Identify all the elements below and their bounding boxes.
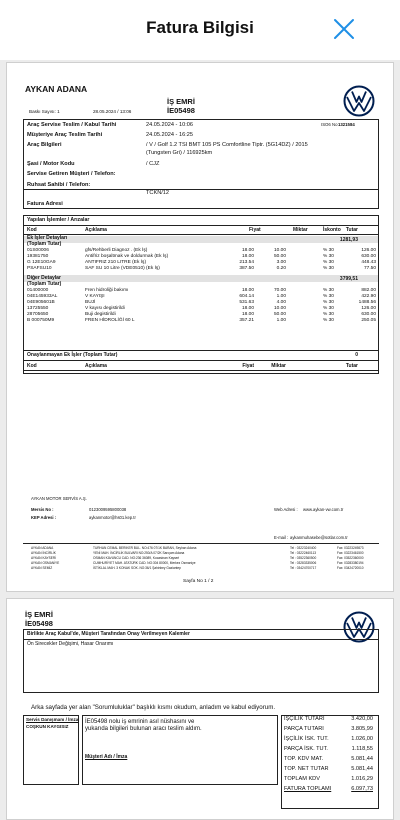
branch-name: AYKAN ADANA bbox=[31, 546, 54, 550]
doc-number: İE05498 bbox=[167, 106, 195, 115]
cell-col-code: PSAFSU10 bbox=[27, 266, 52, 271]
cell-col-discount: % 30 bbox=[323, 288, 334, 293]
info-label: Şasi / Motor Kodu bbox=[27, 161, 75, 167]
branch-fax: Fax: 03424720010 bbox=[337, 566, 364, 570]
cell-col-amount: 882.00 bbox=[361, 288, 376, 293]
cell-col-code: 01400000 bbox=[27, 288, 49, 293]
info-value: (Tungsten Gri) / 116925km bbox=[146, 150, 213, 156]
cell-col-discount: % 30 bbox=[323, 306, 334, 311]
cell-col-amount: 126.00 bbox=[361, 306, 376, 311]
branch-name: AYKAN KAYSERİ bbox=[31, 556, 57, 560]
cell-col-discount: % 30 bbox=[323, 266, 334, 271]
cell-col-qty: 1.00 bbox=[276, 318, 286, 323]
advisor-label: Servis Danışmanı / İmza bbox=[26, 717, 79, 722]
cell-col-code: 28705650 bbox=[27, 312, 49, 317]
total-label: İŞÇİLİK TUTARI bbox=[284, 716, 325, 722]
cell-col-qty: 50.00 bbox=[273, 312, 286, 317]
work-section-title: Yapılan İşlemler / Arızalar bbox=[27, 217, 90, 223]
cell-col-desc: BUJİ bbox=[85, 300, 96, 305]
divider bbox=[23, 543, 379, 544]
branch-name: AYKAN OSMANİYE bbox=[31, 561, 60, 565]
header-col-qty: Miktar bbox=[293, 227, 308, 233]
kep-label: KEP Adresi : bbox=[31, 515, 57, 520]
cell-col-qty: 0.20 bbox=[276, 266, 286, 271]
header-col-desc: Açıklama bbox=[85, 227, 107, 233]
cell-col-code: 13725550 bbox=[27, 306, 49, 311]
group-other-total: 3799,51 bbox=[339, 276, 358, 282]
branch-address: TURHAN CEMAL BERIKER BUL. NO:476 07/1K BARAN, Seyhan Adana bbox=[93, 546, 197, 550]
cell-col-code: 04E145933AL bbox=[27, 294, 58, 299]
unapproved-header: Açıklama bbox=[85, 363, 107, 369]
branch-address: OSMAN KAVUNCU CAD. NO:236 36089, Kocasinan Kayseri bbox=[93, 556, 180, 560]
branch-phone: Tel : 03522360500 bbox=[290, 556, 317, 560]
cell-col-desc: SAF SU 10 Litre (VDE0510) (Ek İş) bbox=[85, 266, 160, 271]
branch-address: İSTİKLAL MAH. 3 KONAK SOK. NO:36/1 Şahinbey Gaziantep bbox=[93, 566, 181, 570]
header-col-discount: İskonto bbox=[323, 227, 341, 233]
group-extra-subtitle: (Toplam Tutar) bbox=[27, 241, 62, 247]
iso-label: ISO6 No : bbox=[321, 122, 340, 127]
section-title: Birlikte Araç Kabul'de, Müşteri Tarafından Onay Verilmeyen Kalemler bbox=[27, 631, 190, 637]
cell-col-code: G 12E10GA9 bbox=[27, 260, 56, 265]
total-label: TOP. KDV MAT. bbox=[284, 756, 324, 762]
header-col-code: Kod bbox=[27, 227, 37, 233]
doc-title: İŞ EMRİ bbox=[167, 97, 195, 106]
unapproved-total: 0 bbox=[355, 352, 358, 358]
cell-col-amount: 422.90 bbox=[361, 294, 376, 299]
divider bbox=[23, 234, 379, 235]
header-col-price: Fiyat bbox=[249, 227, 261, 233]
company-name: AYKAN ADANA bbox=[25, 84, 88, 94]
branch-fax: Fax: 03283380194 bbox=[337, 561, 364, 565]
footer-company: AYKAN MOTOR SERVİS A.Ş. bbox=[31, 496, 87, 501]
group-other-title: Diğer Detaylar bbox=[27, 275, 61, 281]
invoice-page-2 bbox=[6, 598, 394, 820]
total-value: 3.420,00 bbox=[351, 716, 373, 722]
divider bbox=[23, 639, 379, 640]
email-value: aykanmuhasebe@sotlar.com.tr bbox=[290, 535, 348, 540]
info-value: TCKN/12 bbox=[146, 190, 170, 196]
cell-col-discount: % 30 bbox=[323, 294, 334, 299]
iso-number: 1321584 bbox=[338, 122, 355, 127]
total-label: PARÇA TUTARI bbox=[284, 726, 324, 732]
info-label: Ruhsat Sahibi / Telefon: bbox=[27, 182, 91, 188]
vw-logo-icon bbox=[343, 85, 375, 117]
total-value: 1.026,00 bbox=[351, 736, 373, 742]
advisor-name: COŞKUN KAYGISIZ bbox=[26, 724, 69, 729]
cell-col-desc: V kayısı degistirildi bbox=[85, 306, 125, 311]
cell-col-qty: 50.00 bbox=[273, 254, 286, 259]
cell-col-discount: % 30 bbox=[323, 260, 334, 265]
group-extra-total: 1281,93 bbox=[339, 237, 358, 243]
web-value: www.aykan-vw.com.tr bbox=[303, 507, 344, 512]
close-button[interactable] bbox=[332, 17, 356, 41]
total-value: 1.016,29 bbox=[351, 776, 373, 782]
unapproved-header: Tutar bbox=[345, 363, 358, 369]
cell-col-price: 357.21 bbox=[239, 318, 254, 323]
branch-address: YENİ MAH. İNCİRLİK BULVARI NO:250/A 07/2K Sarıçam Adana bbox=[93, 551, 185, 555]
cell-col-amount: 630.00 bbox=[361, 312, 376, 317]
cell-col-discount: % 30 bbox=[323, 254, 334, 259]
acceptance-note: Arka sayfada yer alan "Sorumluluklar" başlıklı kısmı okudum, anladım ve kabul ediyorum. bbox=[31, 704, 276, 711]
cell-col-price: 18.00 bbox=[241, 248, 254, 253]
cell-col-amount: 630.00 bbox=[361, 254, 376, 259]
cell-col-price: 604.14 bbox=[239, 294, 254, 299]
cell-col-code: 19381750 bbox=[27, 254, 49, 259]
branch-phone: Tel : 03424700717 bbox=[290, 566, 317, 570]
total-value: 3.805,99 bbox=[351, 726, 373, 732]
cell-col-qty: 10.00 bbox=[273, 306, 286, 311]
info-value: 24.05.2024 - 10:06 bbox=[146, 122, 193, 128]
cell-col-price: 531.63 bbox=[239, 300, 254, 305]
doc-title: İŞ EMRİ bbox=[25, 610, 53, 619]
cell-col-desc: Buji degistirildi bbox=[85, 312, 116, 317]
branch-phone: Tel : 03222460113 bbox=[290, 551, 316, 555]
total-value: 5.081,44 bbox=[351, 756, 373, 762]
cell-col-desc: V KAYIŞI bbox=[85, 294, 105, 299]
total-value: 6.097,73 bbox=[351, 786, 373, 792]
cell-col-desc: FREN HİDROLİĞİ 60 L bbox=[85, 318, 135, 323]
branch-name: AYKAN İNCİRLİK bbox=[31, 551, 56, 555]
divider bbox=[23, 370, 379, 371]
kep-value: aykanmotor@hs01.kep.tr bbox=[89, 515, 136, 520]
cell-col-price: 18.00 bbox=[241, 254, 254, 259]
mersis-label: Mersis No : bbox=[31, 507, 54, 512]
cell-col-desc: Antifriz boşaltmak ve doldurmak (Ek İş) bbox=[85, 254, 169, 259]
invoice-page-1 bbox=[6, 62, 394, 592]
cell-col-code: 04E905601B bbox=[27, 300, 55, 305]
mersis-value: 0123009595800038 bbox=[89, 507, 127, 512]
branch-phone: Tel : 03223240400 bbox=[290, 546, 317, 550]
cell-col-qty: 70.00 bbox=[273, 288, 286, 293]
info-label: Araç Servise Teslim / Kabul Tarihi bbox=[27, 122, 117, 128]
info-value: / V / Golf 1.2 TSI BMT 105 PS Comfortline Tiptr. (5G14DZ) / 2015 bbox=[146, 142, 308, 148]
group-extra-title: Ek İşler Detayları bbox=[27, 235, 68, 241]
total-label: İŞÇİLİK İSK. TUT. bbox=[284, 736, 329, 742]
total-value: 1.118,55 bbox=[351, 746, 373, 752]
cell-col-desc: ANTIFRIZ 210 LITRE (Ek İş) bbox=[85, 260, 147, 265]
cell-col-desc: Fren hidroliği bakımı bbox=[85, 288, 129, 293]
group-other-subtitle: (Toplam Tutar) bbox=[27, 281, 62, 287]
branch-fax: Fax: 03223461500 bbox=[337, 551, 364, 555]
divider bbox=[23, 225, 379, 226]
cell-col-desc: gfs/Rehberli Diagnoz . (Ek İş) bbox=[85, 248, 148, 253]
cell-col-amount: 77.50 bbox=[363, 266, 376, 271]
section-text: Ön Sirecekler Değişimi, Hasar Onarımı bbox=[27, 641, 114, 647]
print-count: Baskı Sayısı: 1 bbox=[29, 109, 60, 114]
branch-fax: Fax: 03522360000 bbox=[337, 556, 364, 560]
divider bbox=[23, 189, 379, 190]
total-label: TOP. NET TUTAR bbox=[284, 766, 329, 772]
cell-col-amount: 448.43 bbox=[361, 260, 376, 265]
cell-col-price: 18.00 bbox=[241, 306, 254, 311]
delivery-statement: İE05498 nolu iş emrinin asıl nüshasını ve yukarıda bilgileri bulunan aracı teslim aldım. bbox=[85, 719, 202, 732]
customer-signature-label: Müşteri Adı / İmza bbox=[85, 754, 128, 760]
cell-col-qty: 1.00 bbox=[276, 294, 286, 299]
total-label: TOPLAM KDV bbox=[284, 776, 320, 782]
info-label: Fatura Adresi bbox=[27, 201, 63, 207]
unapproved-header: Miktar bbox=[271, 363, 286, 369]
cell-col-qty: 4.00 bbox=[276, 300, 286, 305]
divider bbox=[23, 360, 379, 361]
cell-col-amount: 250.05 bbox=[361, 318, 376, 323]
info-label: Araç Bilgileri bbox=[27, 142, 62, 148]
group-extra-row bbox=[24, 236, 378, 243]
info-label: Müşteriye Araç Teslim Tarihi bbox=[27, 132, 103, 138]
cell-col-qty: 10.00 bbox=[273, 248, 286, 253]
branch-phone: Tel : 03283335006 bbox=[290, 561, 317, 565]
header-col-amount: Tutar bbox=[345, 227, 358, 233]
total-value: 5.081,44 bbox=[351, 766, 373, 772]
page-number: Sayfa No 1 / 2 bbox=[183, 579, 214, 584]
info-value: 24.05.2024 - 16:25 bbox=[146, 132, 193, 138]
unapproved-header: Kod bbox=[27, 363, 37, 369]
unapproved-title: Onaylanmayan Ek İşler (Toplam Tutar) bbox=[27, 352, 118, 358]
cell-col-amount: 126.00 bbox=[361, 248, 376, 253]
cell-col-amount: 1488.56 bbox=[358, 300, 376, 305]
page-title: Fatura Bilgisi bbox=[146, 18, 254, 37]
cell-col-price: 387.50 bbox=[239, 266, 254, 271]
cell-col-price: 18.00 bbox=[241, 288, 254, 293]
branch-address: CUMHURİYET MAH. ATATÜRK CAD. NO:304 80000, Merkez Osmaniye bbox=[93, 561, 196, 565]
email-label: E-mail : bbox=[274, 535, 289, 540]
group-other-row bbox=[24, 275, 378, 282]
doc-number: İE05498 bbox=[25, 619, 53, 628]
total-label: PARÇA İSK. TUT. bbox=[284, 746, 328, 752]
cell-col-discount: % 30 bbox=[323, 312, 334, 317]
cell-col-price: 213.54 bbox=[239, 260, 254, 265]
print-date: 28.05.2024 / 13:06 bbox=[93, 109, 132, 114]
cell-col-discount: % 30 bbox=[323, 248, 334, 253]
info-label: Servise Getiren Müşteri / Telefon: bbox=[27, 171, 116, 177]
branch-fax: Fax: 03223249873 bbox=[337, 546, 364, 550]
unapproved-header: Fiyat bbox=[242, 363, 254, 369]
cell-col-code: B 000750M9 bbox=[27, 318, 55, 323]
app-header bbox=[0, 0, 400, 60]
web-label: Web Adresi : bbox=[274, 507, 298, 512]
cell-col-qty: 3.00 bbox=[276, 260, 286, 265]
cell-col-discount: % 30 bbox=[323, 300, 334, 305]
branch-name: AYKAN SEMİZ bbox=[31, 566, 53, 570]
close-icon bbox=[332, 17, 356, 41]
total-label: FATURA TOPLAMI bbox=[284, 786, 332, 792]
info-value: / CJZ bbox=[146, 161, 160, 167]
cell-col-price: 18.00 bbox=[241, 312, 254, 317]
cell-col-discount: % 30 bbox=[323, 318, 334, 323]
cell-col-code: 01S00006 bbox=[27, 248, 49, 253]
